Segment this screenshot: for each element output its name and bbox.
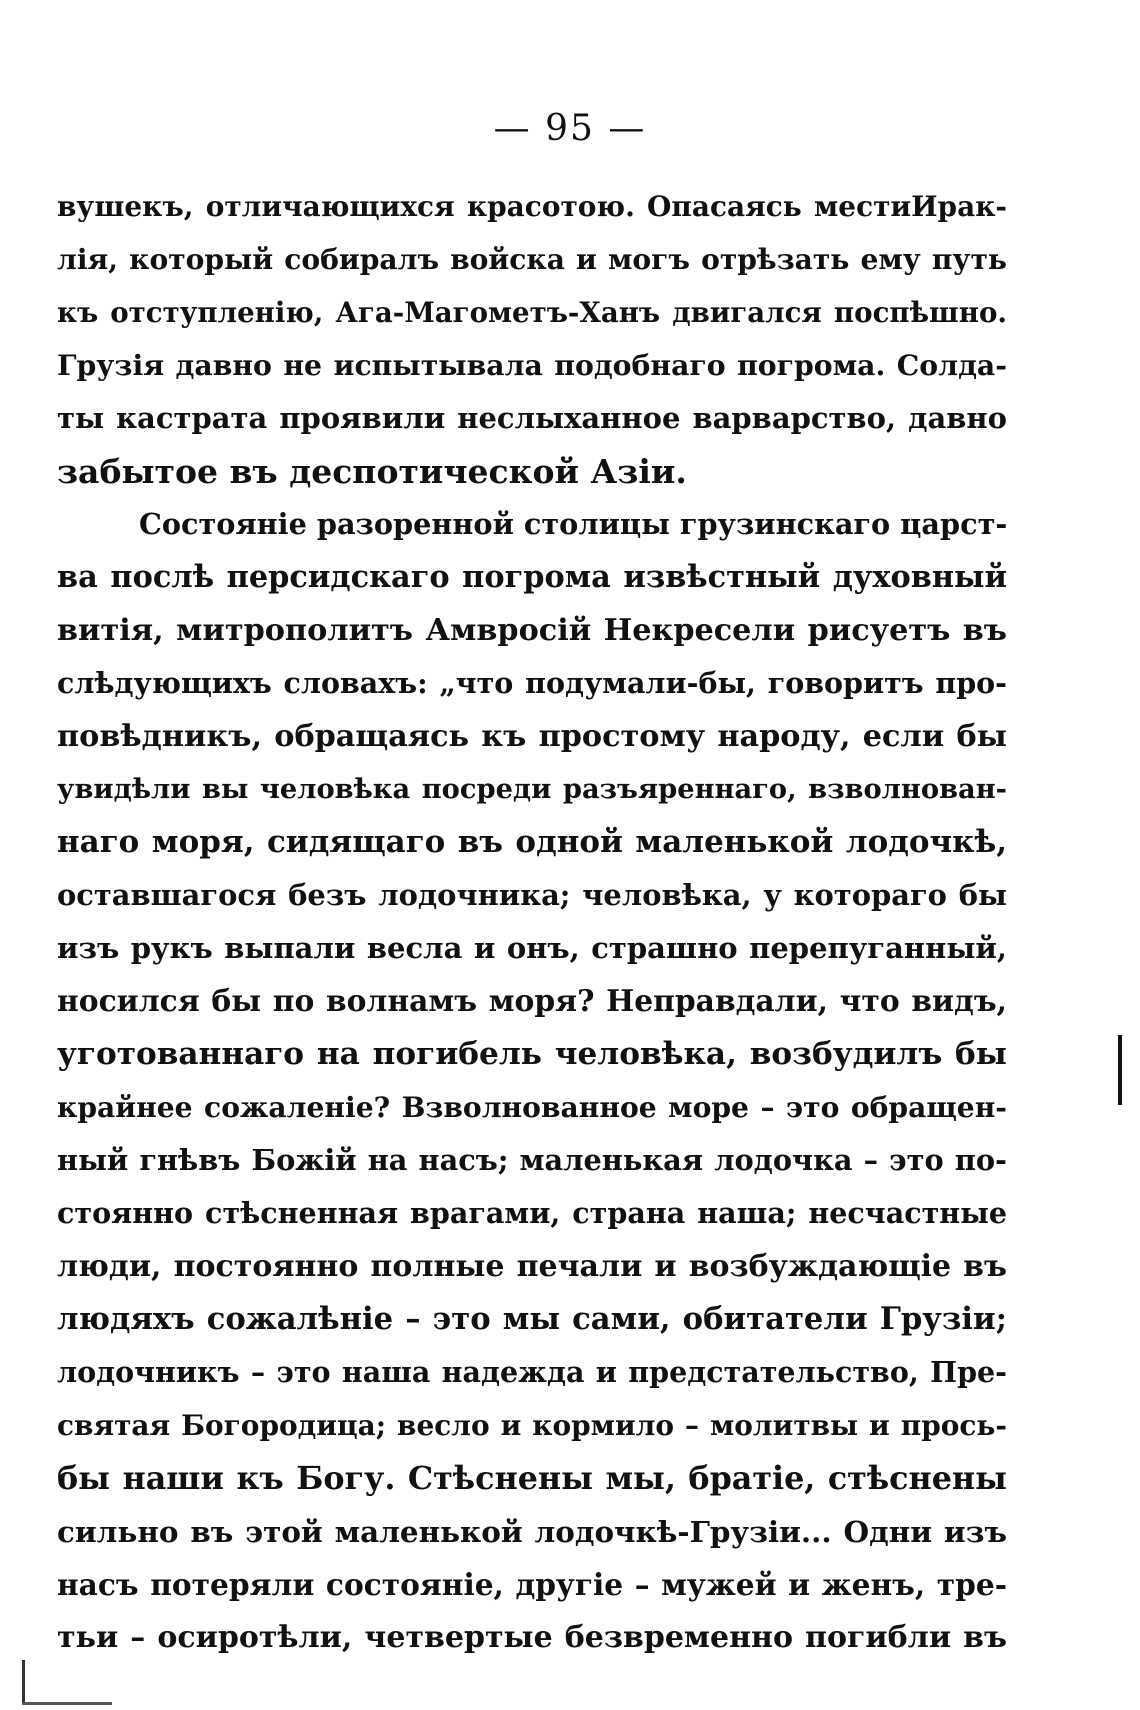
page-number: — 95 — [493, 108, 647, 149]
scan-edge-mark [1118, 1035, 1122, 1105]
text-line: ва послѣ персидскаго погрома извѣстный духовный [57, 559, 1007, 595]
text-line: лія, который собиралъ войска и могъ отрѣзать ему путь [57, 243, 1007, 276]
scan-corner-mark [22, 1702, 112, 1705]
text-line: люди, постоянно полные печали и возбуждающіе въ [57, 1249, 1007, 1284]
text-line: витія, митрополитъ Амвросій Некресели рисуетъ въ [57, 613, 1007, 648]
text-line: людяхъ сожалѣніе – это мы сами, обитатели Грузіи; [57, 1301, 1007, 1337]
text-line: вушекъ, отличающихся красотою. Опасаясь местиИрак- [57, 190, 1007, 223]
text-line: ты кастрата проявили неслыханное варварство, давно [57, 401, 1007, 435]
text-line: крайнее сожаленіе? Взволнованное море – это обращен- [57, 1091, 1007, 1124]
text-line: оставшагося безъ лодочника; человѣка, у котораго бы [57, 878, 1007, 912]
text-line: носился бы по волнамъ моря? Неправдали, что видъ, [57, 984, 1007, 1019]
text-line: Грузія давно не испытывала подобнаго погрома. Солда- [57, 348, 1007, 382]
text-line: насъ потеряли состояніе, другіе – мужей и женъ, тре- [57, 1567, 1007, 1602]
text-line: Состояніе разоренной столицы грузинскаго царст- [139, 507, 1007, 541]
text-line: лодочникъ – это наша надежда и предстательство, Пре- [57, 1355, 1007, 1389]
text-line: стоянно стѣсненная врагами, страна наша; несчастные [57, 1196, 1007, 1230]
text-line: святая Богородица; весло и кормило – молитвы и прось- [57, 1409, 1007, 1442]
text-line: наго моря, сидящаго въ одной маленькой лодочкѣ, [57, 824, 1007, 860]
text-line: бы наши къ Богу. Стѣснены мы, братіе, стѣснены [57, 1460, 1007, 1497]
text-line: изъ рукъ выпали весла и онъ, страшно перепуганный, [57, 931, 1007, 965]
text-line: къ отступленію, Ага-Магометъ-Ханъ двигался поспѣшно. [57, 296, 1007, 329]
text-line: сильно въ этой маленькой лодочкѣ-Грузіи... Одни изъ [57, 1514, 1007, 1549]
text-line: повѣдникъ, обращаясь къ простому народу, если бы [57, 719, 1007, 754]
body-text [57, 180, 1007, 1664]
text-line: забытое въ деспотической Азіи. [57, 452, 687, 491]
text-line: ный гнѣвъ Божій на насъ; маленькая лодочка – это по- [57, 1143, 1007, 1177]
text-line: уготованнаго на погибель человѣка, возбудилъ бы [57, 1036, 1007, 1072]
scan-corner-mark [22, 1660, 25, 1705]
text-line: слѣдующихъ словахъ: „что подумали-бы, говоритъ про- [57, 666, 1007, 700]
text-line: увидѣли вы человѣка посреди разъяреннаго, взволнован- [57, 773, 1007, 805]
text-line: тьи – осиротѣли, четвертые безвременно погибли въ [57, 1620, 1007, 1655]
